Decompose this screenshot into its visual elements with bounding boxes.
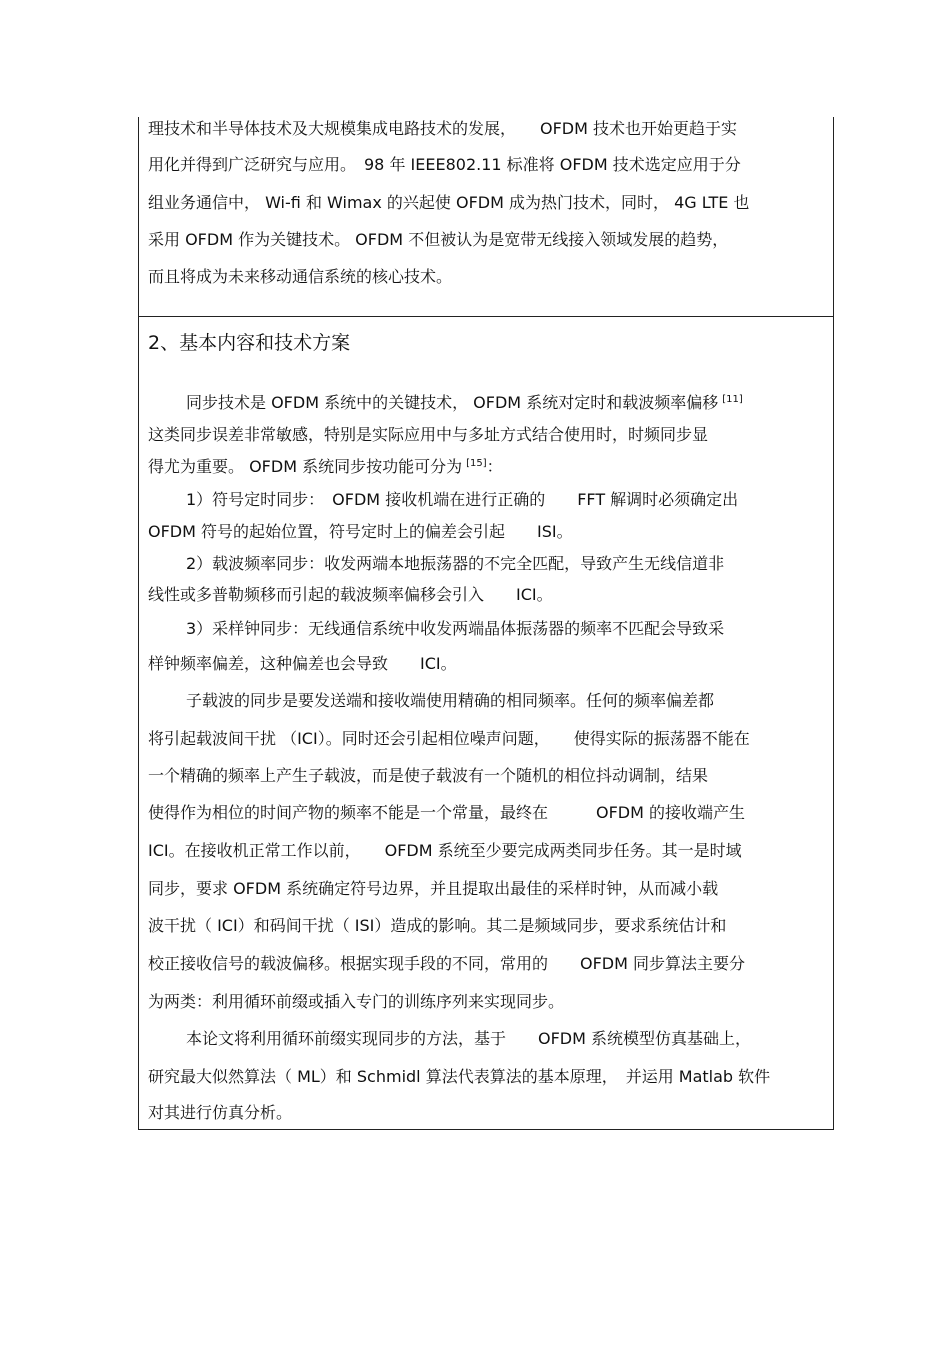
intro-line-1: 理技术和半导体技术及大规模集成电路技术的发展， OFDM 技术也开始更趋于实	[148, 119, 738, 138]
para1-line-2: 这类同步误差非常敏感，特别是实际应用中与多址方式结合使用时，时频同步显	[148, 425, 709, 444]
section-heading: 2、基本内容和技术方案	[148, 332, 351, 354]
para2-line-5: ICI。在接收机正常工作以前， OFDM 系统至少要完成两类同步任务。其一是时域	[148, 841, 742, 860]
intro-line-5: 而且将成为未来移动通信系统的核心技术。	[148, 267, 453, 286]
para1-line-1-text: 同步技术是 OFDM 系统中的关键技术， OFDM 系统对定时和载波频率偏移	[186, 393, 719, 412]
para2-line-1: 子载波的同步是要发送端和接收端使用精确的相同频率。任何的频率偏差都	[186, 691, 715, 710]
para2-line-6: 同步，要求 OFDM 系统确定符号边界，并且提取出最佳的采样时钟，从而减小载	[148, 879, 719, 898]
para1-line-3-colon: ：	[486, 457, 503, 476]
item-3-line-1: 3）采样钟同步：无线通信系统中收发两端晶体振荡器的频率不匹配会导致采	[186, 619, 725, 638]
para3-line-1: 本论文将利用循环前缀实现同步的方法，基于 OFDM 系统模型仿真基础上，	[186, 1029, 752, 1048]
citation-15: [15]	[466, 457, 487, 469]
citation-11: [11]	[722, 393, 743, 405]
para2-line-9: 为两类：利用循环前缀或插入专门的训练序列来实现同步。	[148, 992, 565, 1011]
item-3-line-2: 样钟频率偏差，这种偏差也会导致 ICI。	[148, 654, 457, 673]
row-divider	[139, 316, 833, 317]
item-2-line-2: 线性或多普勒频移而引起的载波频率偏移会引入 ICI。	[148, 585, 553, 604]
item-1-line-1: 1）符号定时同步： OFDM 接收机端在进行正确的 FFT 解调时必须确定出	[186, 490, 739, 509]
para1-line-3	[148, 456, 503, 478]
para1-line-3-text: 得尤为重要。 OFDM 系统同步按功能可分为	[148, 457, 463, 476]
intro-line-4: 采用 OFDM 作为关键技术。 OFDM 不但被认为是宽带无线接入领域发展的趋势，	[148, 230, 729, 249]
item-2-line-1: 2）载波频率同步：收发两端本地振荡器的不完全匹配，导致产生无线信道非	[186, 554, 725, 573]
intro-line-3: 组业务通信中， Wi-fi 和 Wimax 的兴起使 OFDM 成为热门技术，同时， 4G LTE 也	[148, 193, 750, 212]
intro-line-2: 用化并得到广泛研究与应用。 98 年 IEEE802.11 标准将 OFDM 技术选定应用于分	[148, 155, 741, 174]
para1-line-1	[186, 392, 743, 414]
para2-line-3: 一个精确的频率上产生子载波，而是使子载波有一个随机的相位抖动调制，结果	[148, 766, 709, 785]
para2-line-8: 校正接收信号的载波偏移。根据实现手段的不同，常用的 OFDM 同步算法主要分	[148, 954, 746, 973]
para2-line-7: 波干扰（ ICI）和码间干扰（ ISI）造成的影响。其二是频域同步，要求系统估计和	[148, 916, 727, 935]
item-1-line-2: OFDM 符号的起始位置，符号定时上的偏差会引起 ISI。	[148, 522, 573, 541]
para3-line-2: 研究最大似然算法（ ML）和 Schmidl 算法代表算法的基本原理， 并运用 Matlab 软件	[148, 1067, 771, 1086]
para3-line-3: 对其进行仿真分析。	[148, 1103, 293, 1122]
para2-line-2: 将引起载波间干扰 （ICI）。同时还会引起相位噪声问题， 使得实际的振荡器不能在	[148, 729, 750, 748]
para2-line-4: 使得作为相位的时间产物的频率不能是一个常量，最终在 OFDM 的接收端产生	[148, 803, 746, 822]
